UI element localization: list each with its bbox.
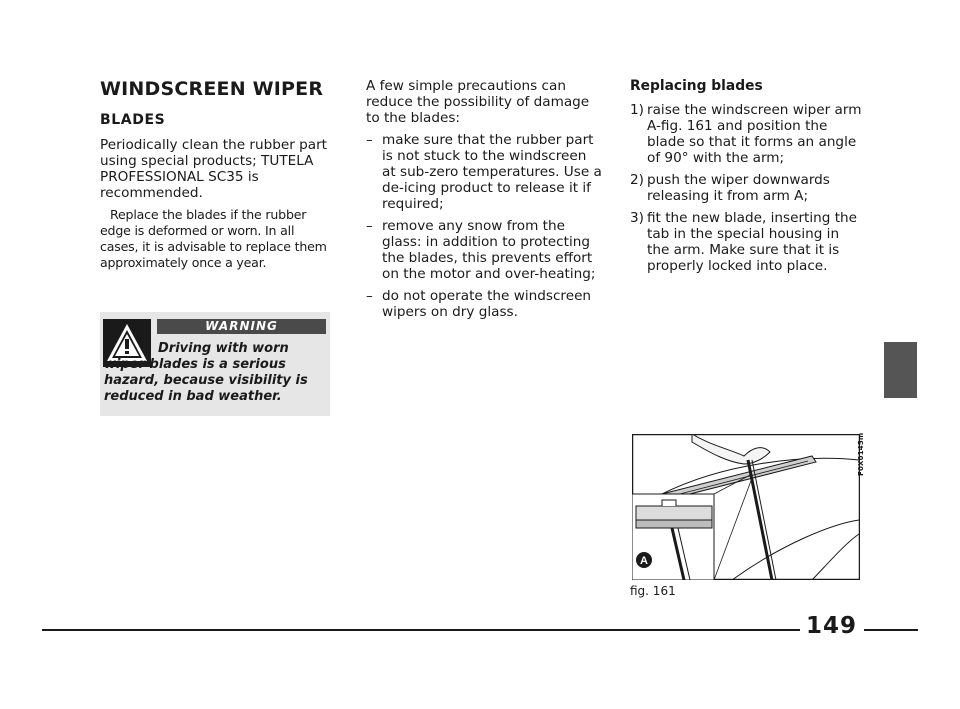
blades-paragraph-1: Periodically clean the rubber part using special products; TUTELA PROFESSIONAL SC35 is recommended. <box>100 137 328 201</box>
step-item <box>630 210 864 274</box>
section-title: WINDSCREEN WIPER <box>100 78 324 100</box>
wiper-illustration <box>632 434 860 580</box>
section-subtitle: BLADES <box>100 112 166 128</box>
figure-caption: fig. 161 <box>630 584 676 598</box>
footer-rule-right <box>864 629 918 631</box>
step-item <box>630 172 864 204</box>
precaution-item <box>366 132 602 212</box>
dash-marker: – <box>366 132 373 148</box>
warning-text: Driving with worn wiper blades is a serious hazard, because visibility is reduced in bad weather. <box>104 341 308 404</box>
step-number: 1) <box>630 102 644 118</box>
step-text: fit the new blade, inserting the tab in the special housing in the arm. Make sure that it is properly locked into place. <box>647 210 858 274</box>
step-number: 3) <box>630 210 644 226</box>
step-text: raise the windscreen wiper arm A-fig. 161 and position the blade so that it forms an angle of 90° with the arm; <box>647 102 862 166</box>
replacing-title: Replacing blades <box>630 78 763 94</box>
dash-marker: – <box>366 218 373 234</box>
precaution-text: remove any snow from the glass: in addition to protecting the blades, this prevents effort on the motor and over-heating; <box>382 218 596 282</box>
step-item <box>630 102 864 166</box>
warning-box <box>100 312 330 416</box>
step-number: 2) <box>630 172 644 188</box>
precaution-item <box>366 218 602 282</box>
page-number: 149 <box>806 613 858 639</box>
dash-marker: – <box>366 288 373 304</box>
middle-column <box>366 78 602 326</box>
blades-paragraph-2: Replace the blades if the rubber edge is deformed or worn. In all cases, it is advisable to replace them approximately once a year. <box>100 207 327 270</box>
precaution-text: do not operate the windscreen wipers on dry glass. <box>382 288 592 320</box>
left-column <box>100 78 332 277</box>
step-text: push the wiper downwards releasing it from arm A; <box>647 172 830 204</box>
figure-code: F0X0145m <box>857 432 865 476</box>
footer-rule-left <box>42 629 800 631</box>
precautions-intro: A few simple precautions can reduce the possibility of damage to the blades: <box>366 78 590 126</box>
precaution-text: make sure that the rubber part is not stuck to the windscreen at sub-zero temperatures. Use a de-icing product to release it if required; <box>382 132 602 212</box>
precaution-item <box>366 288 602 320</box>
warning-label: WARNING <box>157 319 326 334</box>
callout-a-label: A <box>640 555 648 567</box>
right-column <box>630 78 864 280</box>
section-tab <box>884 342 917 398</box>
